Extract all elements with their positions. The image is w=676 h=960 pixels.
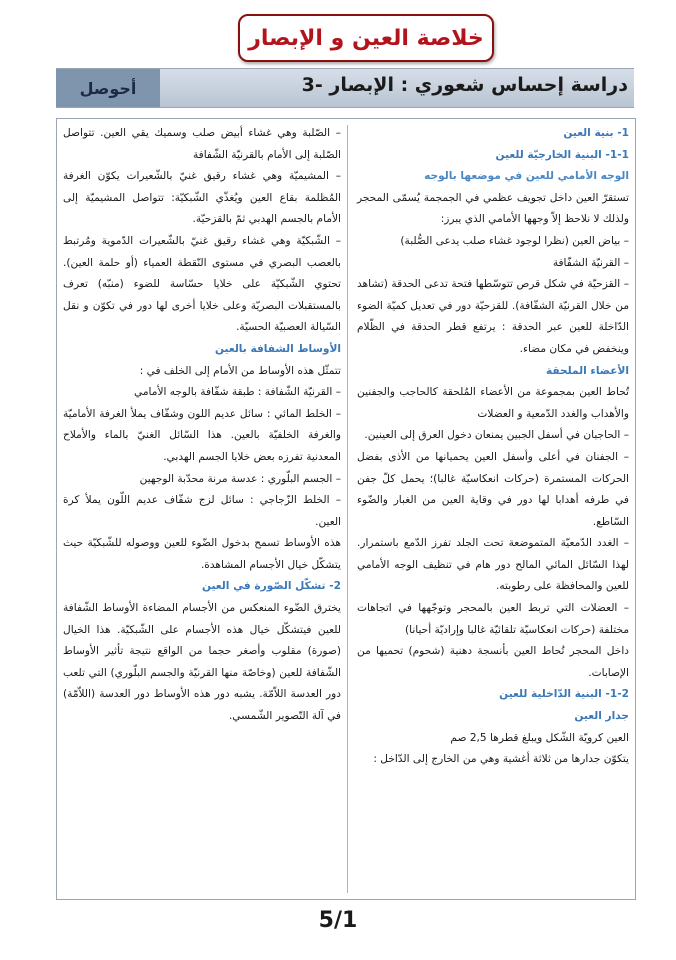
- paragraph: – الصّلبة وهي غشاء أبيض صلب وسميك يقي العين. تتواصل الصّلبة إلى الأمام بالقرنيّة الشّفافة: [63, 127, 341, 161]
- paragraph: – الجسم البلّوري : عدسة مرنة محدّبة الوجهين: [139, 472, 341, 485]
- section-heading: الأعضاء الملحقة: [546, 364, 629, 377]
- column-divider: [347, 125, 348, 893]
- section-header: [56, 68, 634, 108]
- paragraph: يخترق الضّوء المنعكس من الأجسام المضاءة الأوساط الشّفافة للعين فيتشكّل خيال هذه الأجسام على الشّبكيّة. هذا الخيال (صورة) مقلوب وأصغر حجما من الواقع نتيجة تأثير الأوساط الشّفافة للعين (وخاصّة منها القرنيّة والجسم البلّوري) التي تلعب دور العدسة اللاّمّة. يشبه دور هذه الأوساط دور العدسة (اللاّمّة) في آلة التّصوير الشّمسي.: [63, 602, 341, 723]
- paragraph: – الجفنان في أعلى وأسفل العين يحميانها من الأذى بفضل الحركات المستمرة (حركات انعكاسيّة غالبا)؛ يحمل كلّ جفن في طرفه أهدابا لها دور في وقاية العين من الغبار والضّوء السّاطع.: [357, 450, 629, 528]
- paragraph: – الشّبكيّة وهي غشاء رقيق غنيّ بالشّعيرات الدّموية ومُرتبط بالعصب البصري في مستوى النّقطة العمياء (أو حلمة العين). تحتوي الشّبكيّة على خلايا حسّاسة للضوء (منبّه) تعرف بالمستقبلات البصريّة وعلى خلايا أخرى لها دور في تكوّن و نقل السّيالة العصبيّة الحسيّة.: [63, 234, 341, 334]
- paragraph: – القزحيّة في شكل قرص تتوسّطها فتحة تدعى الحدقة (تشاهد من خلال القرنيّة الشفّافة). للقزحيّة دور في تعديل كميّة الضوء الدّاخلة للعين عبر الحدقة : يرتفع قطر الحدقة في الظّلام وينخفض في مكان مضاء.: [357, 278, 629, 355]
- section-title: 3- دراسة إحساس شعوري : الإبصار: [301, 74, 628, 96]
- section-heading: 2- تشكّل الصّورة في العين: [201, 580, 341, 593]
- paragraph: – بياض العين (نظرا لوجود غشاء صلب يدعى الصُّلبة): [400, 234, 629, 247]
- paragraph: هذه الأوساط تسمح بدخول الضّوء للعين ووصوله للشّبكيّة حيث يتشكّل خيال الأجسام المشاهدة.: [63, 537, 341, 571]
- content-panel: [56, 118, 636, 900]
- left-column: [63, 123, 341, 728]
- page-number: 5/1: [318, 908, 358, 933]
- paragraph: – العضلات التي تربط العين بالمحجر وتوجّهها في اتجاهات مختلفة (حركات انعكاسيّة تلقائيّة غالبا وإراديّة أحيانا): [357, 602, 629, 636]
- section-heading: 1-2- البنية الدّاخلية للعين: [499, 688, 629, 701]
- section-heading: الأوساط الشفافة بالعين: [214, 342, 341, 355]
- page-title-box: [238, 14, 494, 62]
- section-heading: 1-1- البنية الخارجيّة للعين: [495, 148, 629, 161]
- paragraph: داخل المحجر تُحاط العين بأنسجة دهنية (شحوم) تحميها من الإصابات.: [357, 645, 629, 679]
- paragraph: تُحاط العين بمجموعة من الأعضاء المُلحقة كالحاجب والجفنين والأهداب والغدد الدّمعية و العضلات: [357, 386, 629, 420]
- summary-badge: أحوصل: [56, 69, 160, 107]
- section-heading: الوجه الأمامي للعين في موضعها بالوجه: [424, 170, 629, 183]
- paragraph: – الخلط الزّجاجي : سائل لزج شفّاف عديم اللّون يملأ كرة العين.: [63, 494, 341, 528]
- paragraph: يتكوّن جدارها من ثلاثة أغشية وهي من الخارج إلى الدّاخل :: [373, 753, 629, 766]
- section-heading: 1- بنية العين: [563, 127, 629, 139]
- paragraph: العين كرويّة الشّكل ويبلغ قطرها 2,5 صم: [450, 731, 629, 744]
- paragraph: – الحاجبان في أسفل الجبين يمنعان دخول العرق إلى العينين.: [364, 429, 629, 442]
- paragraph: تتمثّل هذه الأوساط من الأمام إلى الخلف في :: [139, 364, 341, 377]
- paragraph: – الغدد الدّمعيّة المتموضعة تحت الجلد تفرز الدّمع باستمرار. لهذا السّائل المائي المالح دور هام في تنظيف الوجه الأمامي للعين والمحافظة على رطوبته.: [357, 537, 629, 593]
- paragraph: – الخلط المائي : سائل عديم اللون وشفّاف يملأ الغرفة الأماميّة والغرفة الخلفيّة بالعين. هذا السّائل الغنيّ بالماء والأملاح المعدنية تفرزه بعض خلايا الجسم الهدبي.: [63, 407, 341, 463]
- paragraph: تستقرّ العين داخل تجويف عظمي في الجمجمة يُسمّى المحجر ولذلك لا نلاحظ إلاّ وجهها الأمامي الذي يبرز:: [357, 191, 629, 226]
- paragraph: – المشيميّة وهي غشاء رقيق غنيّ بالشّعيرات يكوّن الغرفة المُظلمة بقاع العين ويُغذّي الشّبكيّة: تتواصل المشيميّة إلى الأمام بالجسم الهدبي ثمّ بالقزحيّة.: [63, 170, 341, 226]
- section-heading: جدار العين: [574, 710, 629, 723]
- paragraph: – القرنيّة الشفّافة: [552, 256, 629, 269]
- right-column: [357, 123, 629, 771]
- page-title: خلاصة العين و الإبصار: [248, 25, 484, 51]
- paragraph: – القرنيّة الشّفافة : طبقة شفّافة بالوجه الأمامي: [134, 386, 341, 399]
